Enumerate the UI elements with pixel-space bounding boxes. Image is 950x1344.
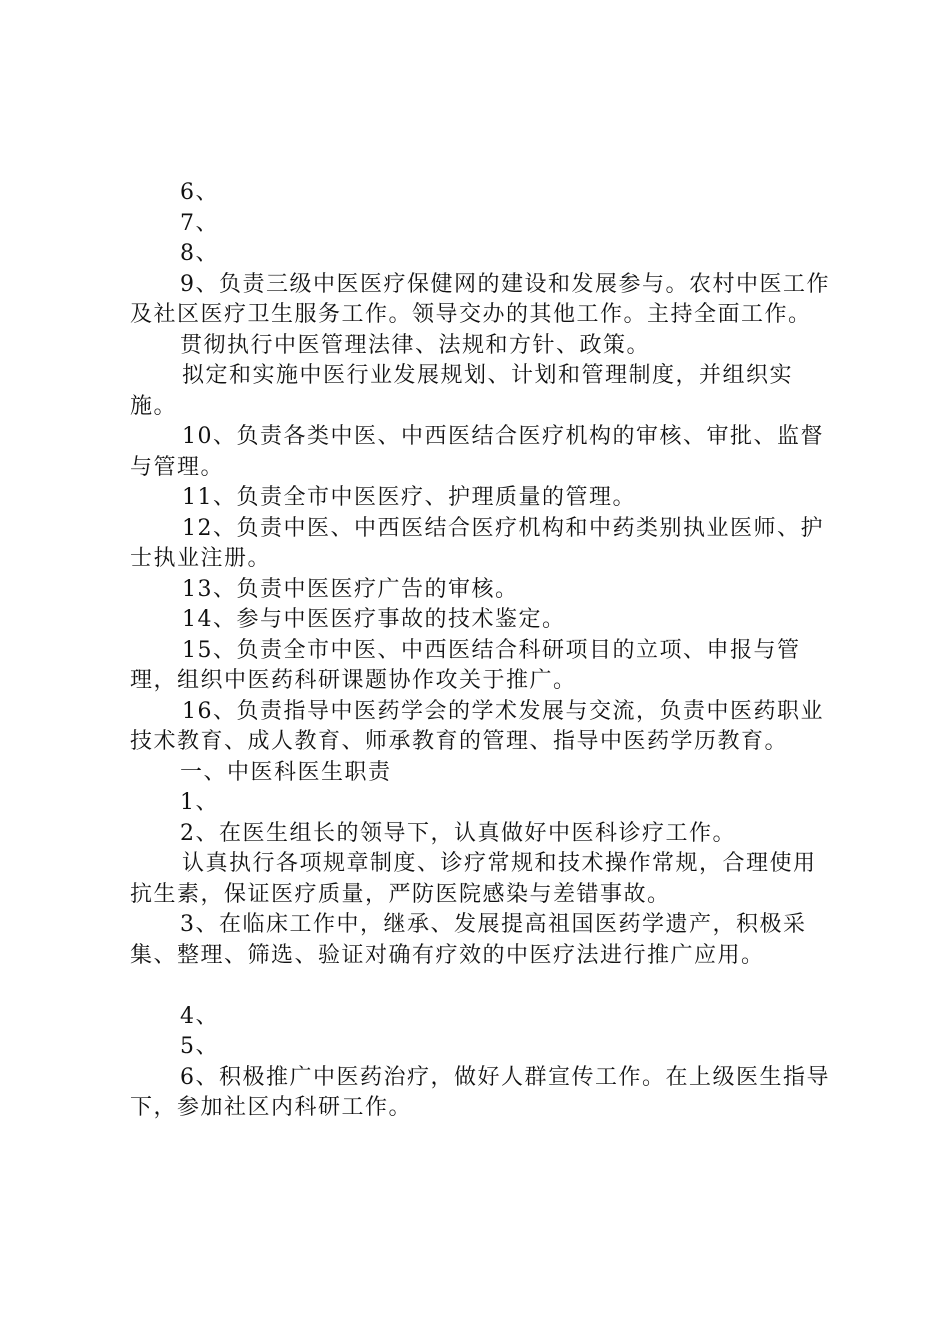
paragraph-draft-plan: 拟定和实施中医行业发展规划、计划和管理制度，并组织实施。 — [130, 363, 794, 419]
paragraph-item-12: 12、负责中医、中西医结合医疗机构和中药类别执业医师、护士执业注册。 — [130, 515, 824, 571]
paragraph-item-8: 8、 — [180, 241, 219, 266]
paragraph-duty-5: 5、 — [180, 1034, 219, 1059]
paragraph-duty-rules: 认真执行各项规章制度、诊疗常规和技术操作常规，合理使用抗生素，保证医疗质量，严防医院感染与差错事故。 — [130, 851, 817, 907]
paragraph-item-6: 6、 — [180, 180, 219, 205]
paragraph-item-16: 16、负责指导中医药学会的学术发展与交流，负责中医药职业技术教育、成人教育、师承教育的管理、指导中医药学历教育。 — [130, 698, 824, 754]
blank-line — [130, 971, 830, 1002]
paragraph-item-10: 10、负责各类中医、中西医结合医疗机构的审核、审批、监督与管理。 — [130, 424, 824, 480]
paragraph-item-7: 7、 — [180, 210, 219, 236]
paragraph-item-13: 13、负责中医医疗广告的审核。 — [182, 576, 519, 602]
paragraph-duty-2: 2、在医生组长的领导下，认真做好中医科诊疗工作。 — [180, 820, 736, 846]
paragraph-item-11: 11、负责全市中医医疗、护理质量的管理。 — [182, 485, 636, 510]
paragraph-duty-4: 4、 — [180, 1003, 219, 1029]
paragraph-duty-3: 3、在临床工作中，继承、发展提高祖国医药学遗产，积极采集、整理、筛选、验证对确有疗效的中医疗法进行推广应用。 — [130, 912, 807, 968]
paragraph-duty-1: 1、 — [180, 790, 219, 815]
paragraph-duty-6: 6、积极推广中医药治疗，做好人群宣传工作。在上级医生指导下，参加社区内科研工作。 — [130, 1064, 830, 1120]
paragraph-item-15: 15、负责全市中医、中西医结合科研项目的立项、申报与管理，组织中医药科研课题协作攻关于推广。 — [130, 637, 801, 693]
paragraph-item-14: 14、参与中医医疗事故的技术鉴定。 — [182, 607, 566, 632]
paragraph-item-9: 9、负责三级中医医疗保健网的建设和发展参与。农村中医工作及社区医疗卫生服务工作。领导交办的其他工作。主持全面工作。 — [130, 271, 830, 327]
section-heading: 一、中医科医生职责 — [180, 759, 392, 785]
paragraph-implement-policy: 贯彻执行中医管理法律、法规和方针、政策。 — [180, 332, 651, 358]
document-body — [130, 178, 830, 1124]
